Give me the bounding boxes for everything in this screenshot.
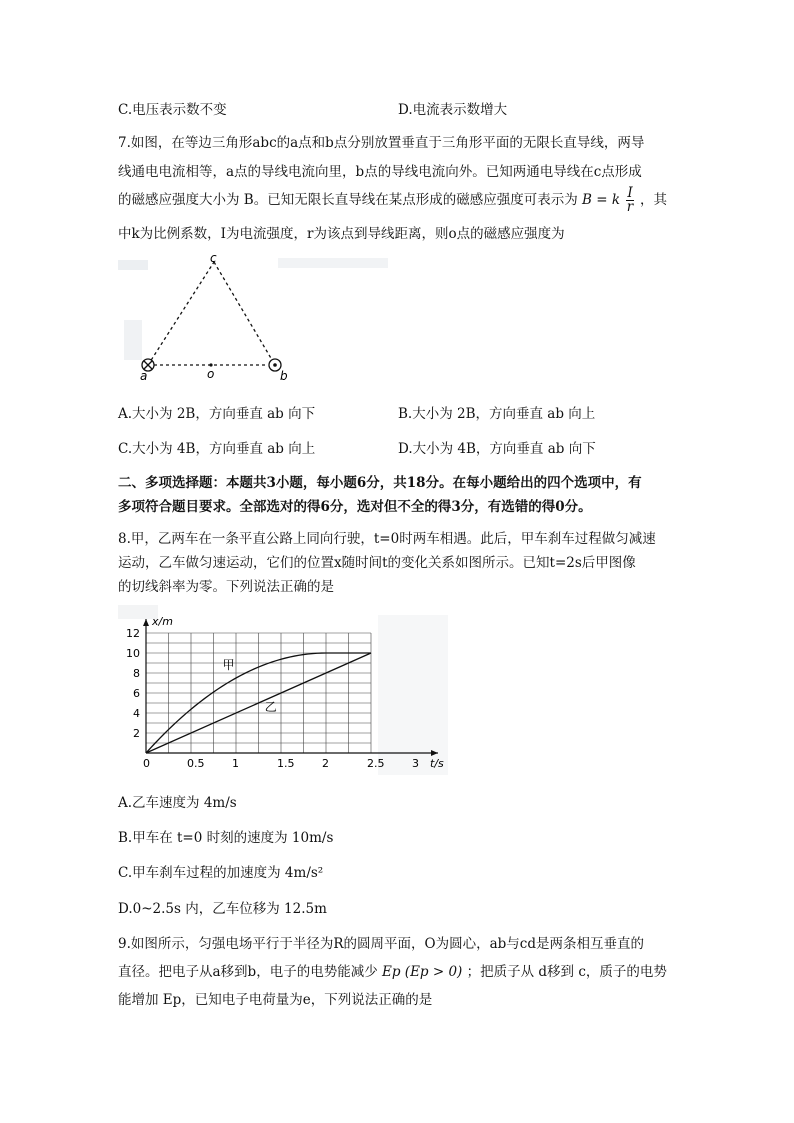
x-tick-label: 0 <box>143 757 150 770</box>
scan-artifact <box>124 320 142 360</box>
section2-line2: 多项符合题目要求。全部选对的得6分，选对但不全的得3分，有选错的得0分。 <box>118 499 592 515</box>
q8-option-a: A.乙车速度为 4m/s <box>118 795 237 811</box>
q8-line1: 8.甲，乙两车在一条平直公路上同向行驶，t=0时两车相遇。此后，甲车刹车过程做匀减速 <box>118 531 656 547</box>
q8-option-b: B.甲车在 t=0 时刻的速度为 10m/s <box>118 830 334 846</box>
q6-option-d: D.电流表示数增大 <box>398 102 508 118</box>
q9-line1: 9.如图所示，匀强电场平行于半径为R的圆周平面，O为圆心，ab与cd是两条相互垂直的 <box>118 936 645 952</box>
q9-line3: 能增加 Ep，已知电子电荷量为e，下列说法正确的是 <box>118 992 433 1008</box>
x-tick-label: 1.5 <box>277 757 295 770</box>
q7-line2: 线通电电流相等，a点的导线电流向里，b点的导线电流向外。已知两通电导线在c点形成 <box>118 164 642 180</box>
q9-line2-pre: 直径。把电子从a移到b，电子的电势能减少 <box>118 964 378 980</box>
q7-option-a: A.大小为 2B，方向垂直 ab 向下 <box>118 406 316 422</box>
x-tick-label: 0.5 <box>187 757 205 770</box>
side-bc <box>214 262 275 365</box>
y-tick-label: 12 <box>126 627 140 640</box>
scan-artifact <box>278 258 388 268</box>
q7-option-b: B.大小为 2B，方向垂直 ab 向上 <box>398 406 596 422</box>
y-tick-label: 6 <box>133 687 140 700</box>
q7-line3-post: ，其 <box>639 192 667 208</box>
series-label-yi: 乙 <box>264 700 277 714</box>
label-o: o <box>207 367 215 380</box>
y-axis-label: x/m <box>152 615 173 628</box>
q9-line2-post: ；把质子从 d移到 c，质子的电势 <box>466 964 667 980</box>
q8-option-d: D.0~2.5s 内，乙车位移为 12.5m <box>118 901 327 917</box>
series-label-jia: 甲 <box>222 658 235 672</box>
y-axis-arrow-icon <box>143 619 149 626</box>
q8-line3: 的切线斜率为零。下列说法正确的是 <box>118 579 334 595</box>
scan-artifact <box>378 615 448 775</box>
q7-line3-pre: 的磁感应强度大小为 B。已知无限长直导线在某点形成的磁感应强度可表示为 <box>118 192 578 208</box>
label-a: a <box>140 369 148 380</box>
x-tick-label: 2 <box>322 757 329 770</box>
ep-condition: (Ep > 0) <box>404 964 463 980</box>
fraction-denominator: r <box>626 199 634 215</box>
y-tick-label: 4 <box>133 707 140 720</box>
formula-fraction <box>626 187 633 214</box>
side-ac <box>148 262 214 365</box>
q6-option-c: C.电压表示数不变 <box>118 102 227 118</box>
q7-line1: 7.如图，在等边三角形abc的a点和b点分别放置垂直于三角形平面的无限长直导线，两导 <box>118 135 645 151</box>
x-tick-label: 3 <box>412 757 419 770</box>
label-b: b <box>280 369 288 380</box>
ep-symbol: Ep <box>382 964 401 980</box>
y-tick-label: 2 <box>133 727 140 740</box>
x-tick-label: 2.5 <box>367 757 385 770</box>
q7-option-c: C.大小为 4B，方向垂直 ab 向上 <box>118 441 316 457</box>
y-tick-label: 10 <box>126 647 140 660</box>
fraction-numerator: I <box>627 185 633 201</box>
scan-artifact <box>118 260 148 270</box>
y-tick-label: 8 <box>133 667 140 680</box>
q7-line3 <box>118 187 667 214</box>
q9-line2 <box>118 960 667 980</box>
q7-option-d: D.大小为 4B，方向垂直 ab 向下 <box>398 441 596 457</box>
q8-option-c: C.甲车刹车过程的加速度为 4m/s² <box>118 865 324 881</box>
section2-line1: 二、多项选择题：本题共3小题，每小题6分，共18分。在每小题给出的四个选项中，有 <box>118 475 642 491</box>
x-tick-label: 1 <box>232 757 239 770</box>
q7-line4: 中k为比例系数，I为电流强度，r为该点到导线距离，则o点的磁感应强度为 <box>118 226 565 242</box>
q8-line2: 运动，乙车做匀速运动，它们的位置x随时间t的变化关系如图所示。已知t=2s后甲图像 <box>118 555 636 571</box>
label-c: c <box>210 251 217 265</box>
triangle-figure <box>118 250 418 380</box>
xt-chart <box>118 605 448 780</box>
x-axis-label: t/s <box>430 757 444 770</box>
formula-lhs: B = k <box>582 192 621 208</box>
